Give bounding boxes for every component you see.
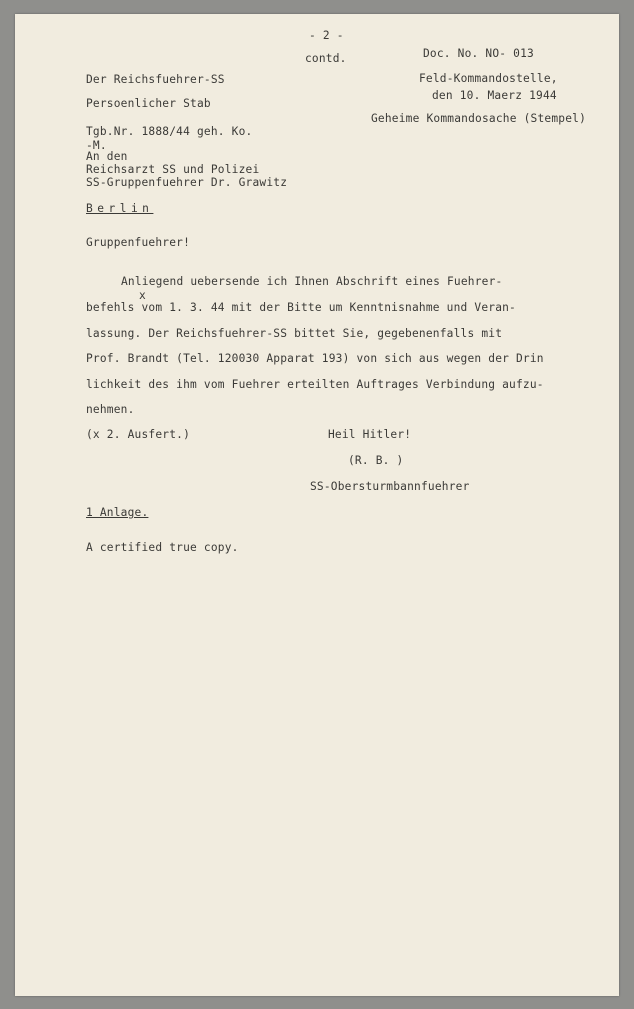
body-line: lichkeit des ihm vom Fuehrer erteilten Auftrages Verbindung aufzu- <box>86 378 544 391</box>
enclosure-note: 1 Anlage. <box>86 506 149 519</box>
body-line: lassung. Der Reichsfuehrer-SS bittet Sie, gegebenenfalls mit <box>86 327 503 340</box>
location: Feld-Kommandostelle, <box>419 72 558 85</box>
city: Berlin <box>86 202 154 215</box>
insert-mark: x <box>139 289 146 302</box>
signature: (R. B. ) <box>348 454 404 467</box>
sender-organization: Der Reichsfuehrer-SS <box>86 73 225 86</box>
classification-stamp: Geheime Kommandosache (Stempel) <box>371 112 586 125</box>
reference-number: Tgb.Nr. 1888/44 geh. Ko. <box>86 125 253 138</box>
body-line: Anliegend uebersende ich Ihnen Abschrift eines Fuehrer- <box>121 275 503 288</box>
body-line: befehls vom 1. 3. 44 mit der Bitte um Kenntnisnahme und Veran- <box>86 301 516 314</box>
page-number: - 2 - <box>309 29 344 42</box>
body-line: nehmen. <box>86 403 135 416</box>
document-page <box>15 14 619 996</box>
document-number: Doc. No. NO- 013 <box>423 47 534 60</box>
certification-note: A certified true copy. <box>86 541 239 554</box>
recipient-line: SS-Gruppenfuehrer Dr. Grawitz <box>86 176 288 189</box>
body-line: Prof. Brandt (Tel. 120030 Apparat 193) von sich aus wegen der Drin <box>86 352 544 365</box>
salutation: Gruppenfuehrer! <box>86 236 191 249</box>
recipient-line: An den <box>86 150 128 163</box>
contd-label: contd. <box>305 52 347 65</box>
reference-suffix: -M. <box>86 139 107 152</box>
signature-title: SS-Obersturmbannfuehrer <box>310 480 470 493</box>
date: den 10. Maerz 1944 <box>432 89 557 102</box>
closing: Heil Hitler! <box>328 428 412 441</box>
recipient-line: Reichsarzt SS und Polizei <box>86 163 260 176</box>
copies-note: (x 2. Ausfert.) <box>86 428 191 441</box>
sender-department: Persoenlicher Stab <box>86 97 211 110</box>
